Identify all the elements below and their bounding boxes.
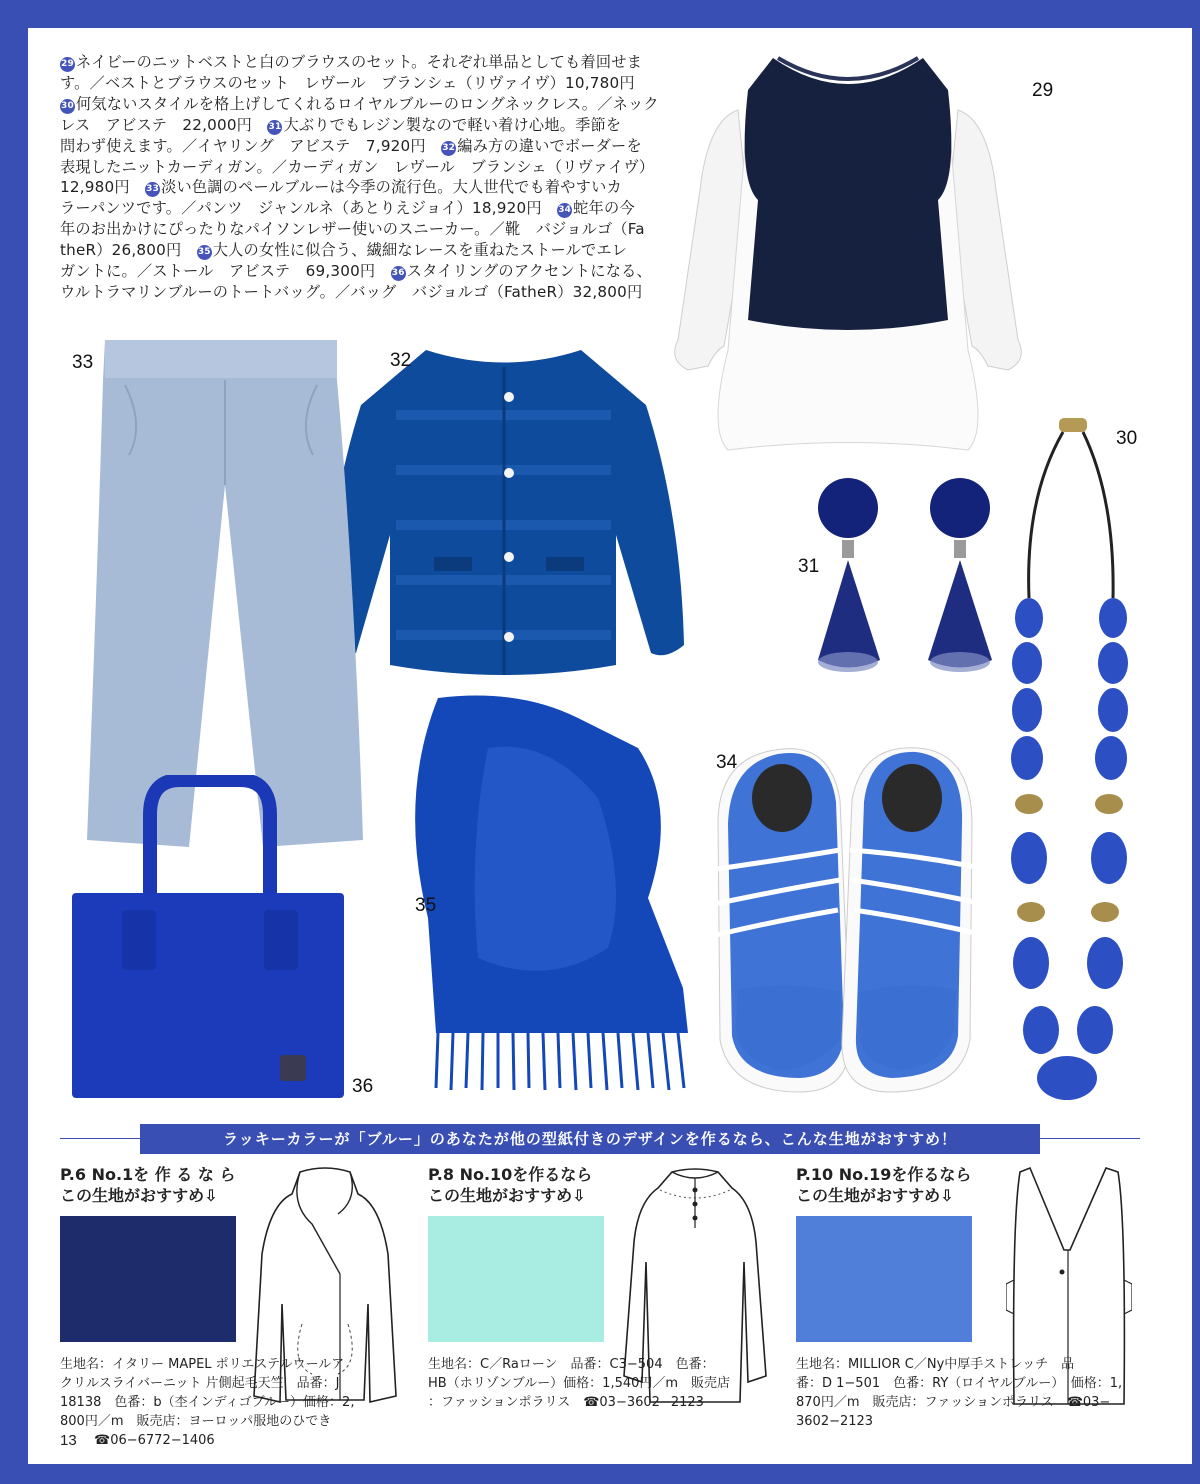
fabric-recommendation-banner: ラッキーカラーが「ブルー」のあなたが他の型紙付きのデザインを作るなら、こんな生地がおすすめ！ [140, 1124, 1040, 1154]
cardigan-image [316, 345, 691, 690]
item-number-29: 29 [1032, 80, 1054, 101]
item-marker: 36 [391, 266, 406, 281]
item-number-34: 34 [716, 752, 738, 773]
desc-line: ウルトラマリンブルーのトートバッグ。／バッグ バジョルゴ（FatheR）32,800円 [60, 282, 643, 301]
tote-bag-image [72, 775, 347, 1100]
desc-line: theR）26,800円 35 大人の女性に似合う、繊細なレースを重ねたストールでエレ [60, 241, 628, 260]
necklace-image [985, 418, 1160, 1108]
recommendation-title-3: P.10 No.19を作るなら この生地がおすすめ⇩ [796, 1165, 972, 1205]
page-frame-top [0, 0, 1200, 28]
fabric-info-2: 生地名：C／Raローン 品番：C3−504 色番： HB（ホリゾンブルー）価格：1,540円／m 販売店 ：ファッションポラリス ☎03−3602−2123 [428, 1357, 731, 1410]
product-description [60, 52, 692, 303]
fabric-info-3: 生地名：MILLIOR C／Ny中厚手ストレッチ 品 番：D 1−501 色番：RY（ロイヤルブルー） 価格：1, 870円／m 販売店：ファッションポラリス ☎03− 3602−2123 [796, 1357, 1123, 1429]
item-number-31: 31 [798, 556, 820, 577]
desc-line: 表現したニットカーディガン。／カーディガン レヴール ブランシェ（リヴァイヴ） [60, 157, 655, 176]
desc-line: レス アビステ 22,000円 31 大ぶりでもレジン製なので軽い着け心地。季節を [60, 115, 622, 134]
sneakers-image [700, 740, 990, 1100]
item-marker: 32 [441, 141, 456, 156]
desc-line: ラーパンツです。／パンツ ジャンルネ（あとりえジョイ）18,920円 34 蛇年の今 [60, 199, 635, 218]
item-marker: 29 [60, 57, 75, 72]
item-number-36: 36 [352, 1076, 374, 1097]
fabric-swatch-3 [796, 1216, 972, 1342]
recommendation-title-2: P.8 No.10を作るなら この生地がおすすめ⇩ [428, 1165, 593, 1205]
desc-line: 30 何気ないスタイルを格上げしてくれるロイヤルブルーのロングネックレス。／ネック [61, 94, 659, 113]
page-number: 13 [60, 1432, 77, 1449]
item-number-32: 32 [390, 350, 412, 371]
item-number-35: 35 [415, 895, 437, 916]
earrings-image [810, 470, 1010, 685]
item-number-30: 30 [1116, 428, 1138, 449]
desc-line: 12,980円 33 淡い色調のペールブルーは今季の流行色。大人世代でも着やすいカ [60, 178, 622, 197]
stole-image [398, 688, 693, 1098]
recommendation-title-1: P.6 No.1を 作 る な ら この生地がおすすめ⇩ [60, 1165, 236, 1205]
item-marker: 33 [145, 182, 160, 197]
page-frame-bottom [0, 1464, 1200, 1484]
vest-blouse-image [668, 50, 1028, 460]
page-frame-left [0, 0, 28, 1484]
desc-line: 問わず使えます。／イヤリング アビステ 7,920円 32 編み方の違いでボーダーを [60, 136, 642, 155]
desc-line: 29 ネイビーのニットベストと白のブラウスのセット。それぞれ単品としても着回せま [61, 53, 642, 71]
desc-line: す。／ベストとブラウスのセット レヴール ブランシェ（リヴァイヴ）10,780円 [60, 73, 635, 92]
desc-line: 年のお出かけにぴったりなパイソンレザー使いのスニーカー。／靴 バジョルゴ（Fa [60, 220, 645, 239]
item-marker: 34 [557, 203, 572, 218]
fabric-swatch-2 [428, 1216, 604, 1342]
item-marker: 35 [197, 245, 212, 260]
item-marker: 30 [60, 99, 75, 114]
desc-line: ガントに。／ストール アビステ 69,300円 36 スタイリングのアクセントになる、 [60, 262, 652, 281]
fabric-swatch-1 [60, 1216, 236, 1342]
page-frame-right [1192, 0, 1200, 1484]
item-marker: 31 [267, 120, 282, 135]
fabric-info-1: 生地名：イタリー MAPEL ポリエステルウールア クリルスライバーニット 片側起毛天竺 品番：J 18138 色番：b（杢インディゴブルー）価格：2, 800円／m 販売店：ヨーロッパ服地のひでき ☎06−6772−1406 [60, 1357, 355, 1448]
item-number-33: 33 [72, 352, 94, 373]
